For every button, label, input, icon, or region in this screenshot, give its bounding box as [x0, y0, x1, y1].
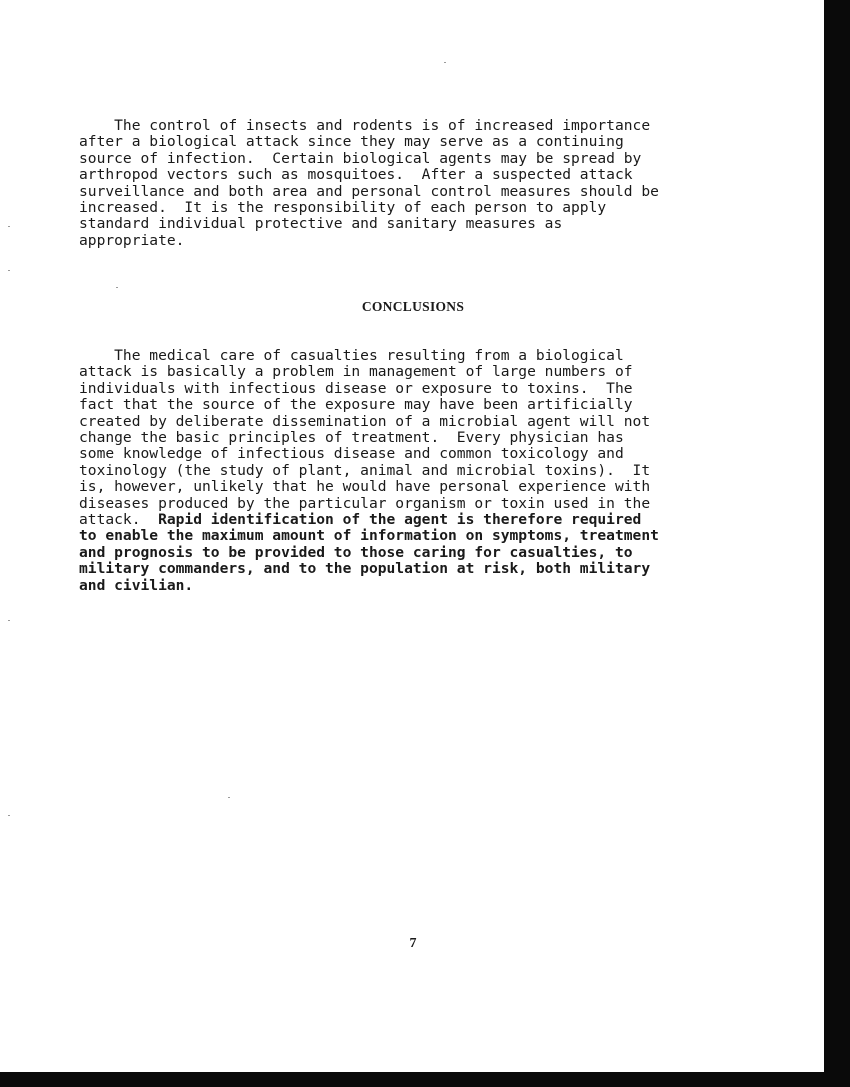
scan-border-right [824, 0, 850, 1087]
paragraph-line: arthropod vectors such as mosquitoes. After a suspected attack [79, 166, 633, 184]
paragraph-line: The medical care of casualties resulting from a biological [79, 347, 624, 364]
paragraph-line-mixed: attack. [79, 511, 159, 529]
scan-speck [116, 287, 118, 288]
paragraph-line: appropriate. [79, 231, 185, 249]
page-number: 7 [409, 936, 417, 951]
paragraph-line: toxinology (the study of plant, animal and microbial toxins). It [79, 461, 651, 479]
emphasis-text: to enable the maximum amount of information on symptoms, treatment [79, 527, 659, 545]
paragraph-line: standard individual protective and sanitary measures as [79, 215, 563, 233]
scan-speck [8, 226, 10, 227]
paragraph-line: increased. It is the responsibility of each person to apply [79, 199, 607, 217]
emphasis-text: Rapid identification of the agent is therefore required [158, 511, 642, 529]
paragraph-insect-control [79, 118, 659, 249]
emphasis-text: and civilian. [79, 576, 194, 594]
scan-speck [8, 815, 10, 816]
emphasis-text: and prognosis to be provided to those caring for casualties, to [79, 543, 633, 561]
scan-speck [8, 270, 10, 271]
paragraph-line: change the basic principles of treatment. Every physician has [79, 429, 624, 447]
scan-speck [228, 797, 230, 798]
paragraph-line: some knowledge of infectious disease and common toxicology and [79, 445, 624, 463]
paragraph-line: individuals with infectious disease or exposure to toxins. The [79, 379, 633, 397]
paragraph-line: fact that the source of the exposure may have been artificially [79, 396, 633, 414]
paragraph-line: created by deliberate dissemination of a microbial agent will not [79, 412, 651, 430]
scan-border-bottom [0, 1072, 850, 1087]
section-heading: CONCLUSIONS [361, 299, 465, 314]
scan-speck [8, 620, 10, 621]
paragraph-line: after a biological attack since they may serve as a continuing [79, 133, 624, 151]
paragraph-line: diseases produced by the particular organism or toxin used in the [79, 494, 651, 512]
paragraph-conclusions [79, 348, 659, 594]
paragraph-line: is, however, unlikely that he would have personal experience with [79, 478, 651, 496]
emphasis-text: military commanders, and to the population at risk, both military [79, 560, 651, 578]
paragraph-line: attack is basically a problem in management of large numbers of [79, 363, 633, 381]
paragraph-line: surveillance and both area and personal control measures should be [79, 182, 659, 200]
paragraph-line: source of infection. Certain biological agents may be spread by [79, 149, 642, 167]
scan-speck [444, 62, 446, 63]
paragraph-line: The control of insects and rodents is of increased importance [79, 117, 651, 134]
